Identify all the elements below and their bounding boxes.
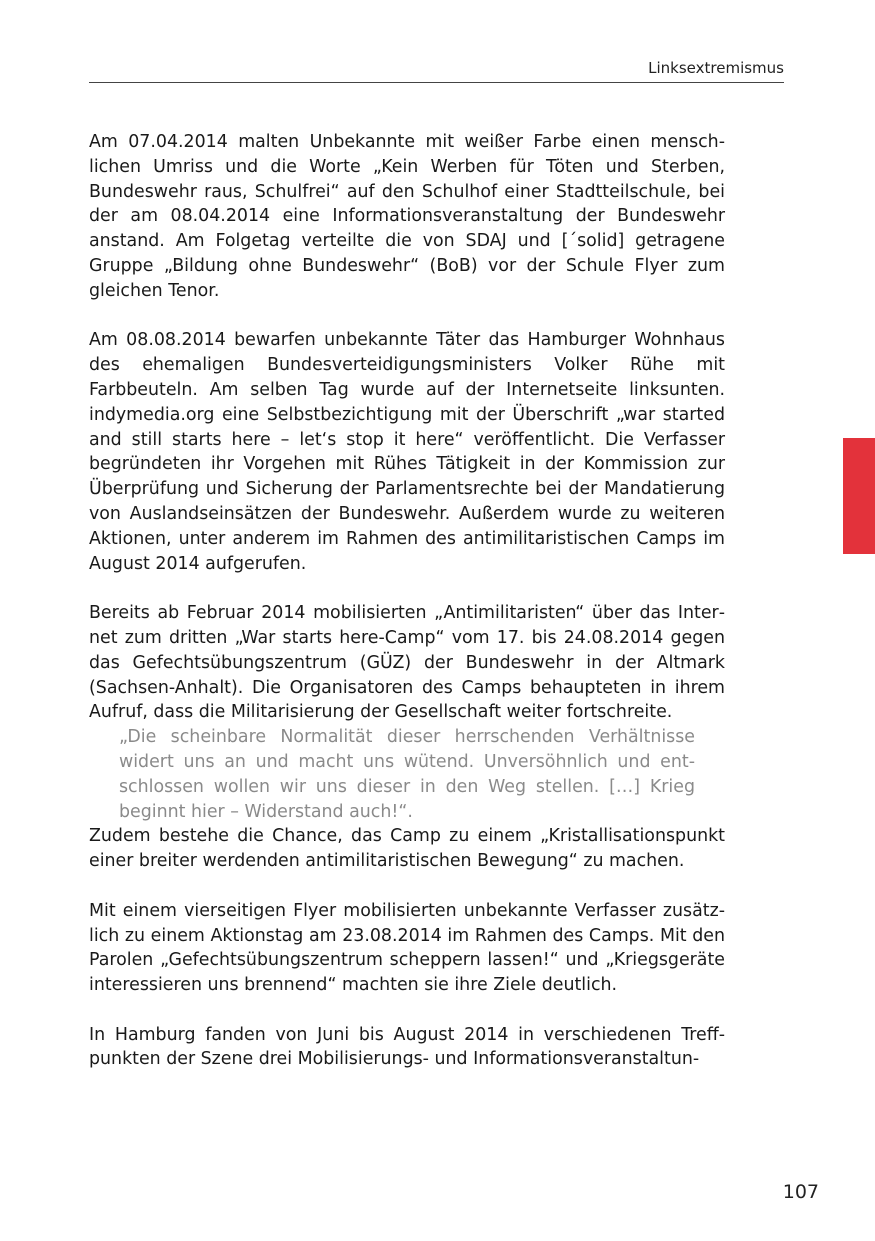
paragraph-hamburg-events: In Hamburg fanden von Juni bis August 2014 in verschiedenen Treffpunkten der Szene drei Mobilisierungs- und Informationsveranstaltun- [89,1024,725,1070]
paragraph-camp-mobilization: Bereits ab Februar 2014 mobilisierten „Antimilitaristen“ über das Internet zum dritten „War starts here-Camp“ vom 17. bis 24.08.2014 gegen das Gefechtsübungszentrum (GÜZ) der Bundeswehr in der Altmark (Sachsen-Anhalt). Die Organisatoren des Camps behaupteten in ihrem Aufruf, dass die Militarisierung der Gesellschaft weiter fortschreite. [89,603,725,723]
paragraph-school-graffiti: Am 07.04.2014 malten Unbekannte mit weißer Farbe einen menschlichen Umriss und die Worte „Kein Werben für Töten und Sterben, Bundeswehr raus, Schulfrei“ auf den Schulhof einer Stadtteilschule, bei der am 08.04.2014 eine Informationsveranstaltung der Bundeswehr anstand. Am Folgetag verteilte die von SDAJ und [´solid] getragene Gruppe „Bildung ohne Bundeswehr“ (BoB) vor der Schule Flyer zum gleichen Tenor. [89,132,725,301]
paragraph-ruehe-attack: Am 08.08.2014 bewarfen unbekannte Täter das Hamburger Wohnhaus des ehemaligen Bundesverteidigungsministers Volker Rühe mit Farbbeuteln. Am selben Tag wurde auf der Internetseite linksunten.​indymedia.org eine Selbstbezichtigung mit der Überschrift „war started and still starts here – let‘s stop it here“ veröffentlicht. Die Verfasser begründeten ihr Vorgehen mit Rühes Tätigkeit in der Kommission zur Überprüfung und Sicherung der Parlamentsrechte bei der Mandatierung von Auslandseinsätzen der Bundeswehr. Außerdem wurde zu weiteren Aktionen, unter anderem im Rahmen des antimilitaristischen Camps im August 2014 aufgerufen. [89,330,725,574]
paragraph-crystallization: Zudem bestehe die Chance, das Camp zu einem „Kristallisationspunkt einer breiter werdenden antimilitaristischen Bewegung“ zu machen. [89,826,725,872]
page-number: 107 [782,1181,819,1203]
paragraph-flyer-action-day: Mit einem vierseitigen Flyer mobilisierten unbekannte Verfasser zusätzlich zu einem Aktionstag am 23.08.2014 im Rahmen des Camps. Mit den Parolen „Gefechtsübungszentrum scheppern lassen!“ und „Kriegsgeräte interessieren uns brennend“ machten sie ihre Ziele deutlich. [89,900,725,996]
running-header [89,58,784,83]
chapter-title: Linksextremismus [648,59,784,77]
block-quote: „Die scheinbare Normalität dieser herrschenden Verhältnisse widert uns an und macht uns wütend. Unversöhnlich und entschlossen wollen wir uns dieser in den Weg stellen. […] Krieg beginnt hier – Widerstand auch!“. [119,727,695,822]
body-text [89,130,725,1097]
chapter-thumb-tab [843,438,875,554]
